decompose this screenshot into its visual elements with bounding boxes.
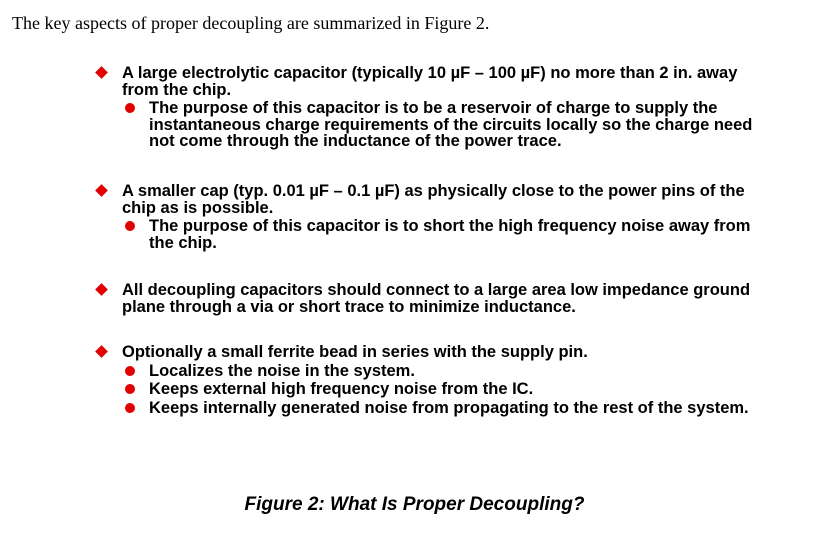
- sub-bullet-text: The purpose of this capacitor is to short the high frequency noise away from the chip.: [149, 217, 751, 252]
- sub-bullet: [95, 218, 775, 251]
- sub-bullet: [95, 100, 775, 150]
- bullet-text: A smaller cap (typ. 0.01 µF – 0.1 µF) as physically close to the power pins of the chip as is possible.: [122, 182, 745, 217]
- intro-paragraph: The key aspects of proper decoupling are summarized in Figure 2.: [12, 13, 490, 33]
- sub-bullet-text: Keeps external high frequency noise from the IC.: [149, 380, 534, 398]
- dot-bullet-icon: [125, 366, 135, 376]
- bullet-large-capacitor: [95, 65, 775, 150]
- diamond-bullet-icon: [95, 345, 108, 358]
- dot-bullet-icon: [125, 403, 135, 413]
- bullet-text: Optionally a small ferrite bead in series with the supply pin.: [122, 343, 588, 361]
- dot-bullet-icon: [125, 384, 135, 394]
- sub-bullet-text: Keeps internally generated noise from propagating to the rest of the system.: [149, 398, 749, 417]
- diamond-bullet-icon: [95, 66, 108, 79]
- dot-bullet-icon: [125, 103, 135, 113]
- bullet-small-capacitor: [95, 183, 775, 251]
- bullet-text: All decoupling capacitors should connect to a large area low impedance ground plane through a via or short trace to minimize inductance.: [122, 281, 751, 316]
- sub-bullet-text: The purpose of this capacitor is to be a reservoir of charge to supply the instantaneous charge requirements of the circuits locally so the charge need not come through the inductance of the power trace.: [149, 99, 753, 150]
- sub-bullet: [95, 381, 775, 398]
- bullet-ground-plane: [95, 282, 775, 315]
- sub-bullet-text: Localizes the noise in the system.: [149, 361, 415, 380]
- diamond-bullet-icon: [95, 184, 108, 197]
- bullet-text: A large electrolytic capacitor (typically 10 µF – 100 µF) no more than 2 in. away from the chip.: [122, 64, 738, 99]
- bullet-ferrite-bead: [95, 344, 775, 416]
- dot-bullet-icon: [125, 221, 135, 231]
- sub-bullet: [95, 400, 775, 417]
- figure-caption: Figure 2: What Is Proper Decoupling?: [244, 494, 585, 515]
- sub-bullet: [95, 363, 775, 380]
- diamond-bullet-icon: [95, 283, 108, 296]
